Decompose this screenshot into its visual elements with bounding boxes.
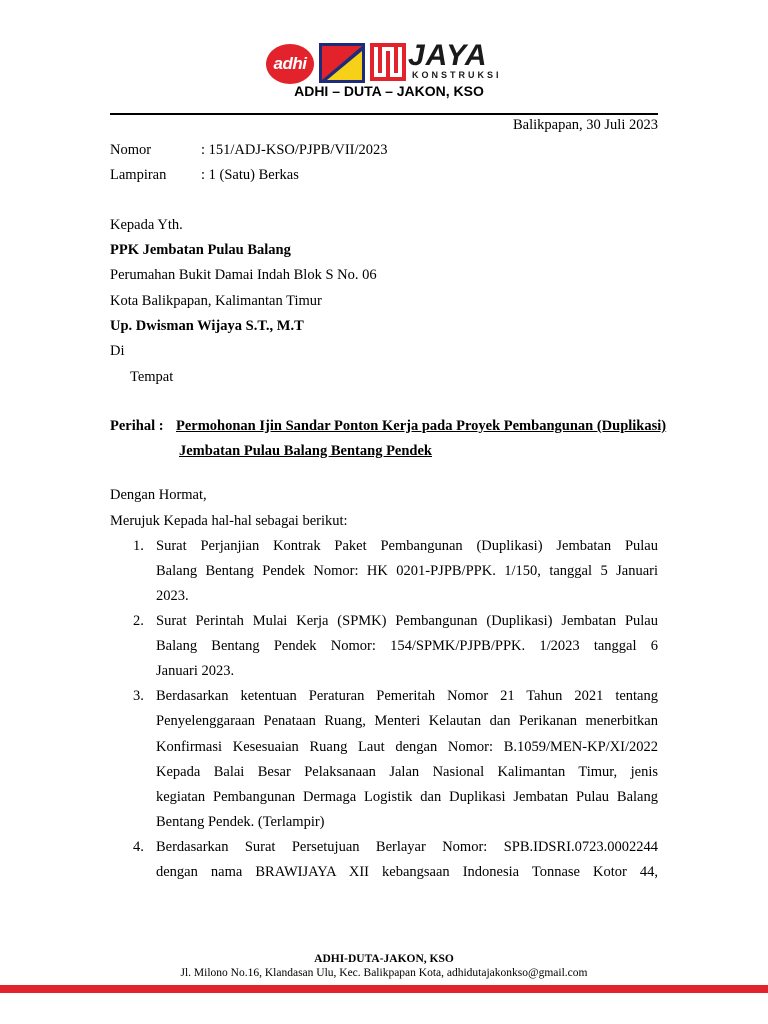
recipient-di: Di xyxy=(110,343,125,359)
recipient-attention: Up. Dwisman Wijaya S.T., M.T xyxy=(110,318,304,334)
nomor-value: : 151/ADJ-KSO/PJPB/VII/2023 xyxy=(201,142,388,158)
header-divider xyxy=(110,113,658,115)
footer-company-name: ADHI-DUTA-JAKON, KSO xyxy=(314,953,454,965)
list-item-line: kegiatan Pembangunan Dermaga Logistik dan Duplikasi Jembatan Pulau Balang xyxy=(156,789,658,805)
jaya-logo-text: JAYA xyxy=(408,39,488,72)
lampiran-label: Lampiran xyxy=(110,167,167,183)
list-item-line: Januari 2023. xyxy=(156,663,235,679)
list-item-number: 2. xyxy=(133,613,144,629)
footer-address: Jl. Milono No.16, Klandasan Ulu, Kec. Balikpapan Kota, adhidutajakonkso@gmail.com xyxy=(180,967,588,979)
list-item-number: 1. xyxy=(133,538,144,554)
jaya-logo-subtext: KONSTRUKSI xyxy=(412,70,502,80)
list-item-line: Bentang Pendek. (Terlampir) xyxy=(156,814,325,830)
list-item-line: dengan nama BRAWIJAYA XII kebangsaan Indonesia Tonnase Kotor 44, xyxy=(156,864,658,880)
recipient-address-1: Perumahan Bukit Damai Indah Blok S No. 06 xyxy=(110,267,377,283)
list-item-line: Kepada Balai Besar Pelaksanaan Jalan Nasional Kalimantan Timur, jenis xyxy=(156,764,658,780)
adhi-logo-text: adhi xyxy=(273,54,307,73)
footer-red-bar xyxy=(0,985,768,993)
nomor-label: Nomor xyxy=(110,142,152,158)
list-item-line: Surat Perintah Mulai Kerja (SPMK) Pembangunan (Duplikasi) Jembatan Pulau xyxy=(156,613,658,629)
salutation: Dengan Hormat, xyxy=(110,487,207,503)
place-date: Balikpapan, 30 Juli 2023 xyxy=(513,117,658,133)
list-item-line: Berdasarkan Surat Persetujuan Berlayar Nomor: SPB.IDSRI.0723.0002244 xyxy=(156,839,658,855)
intro-text: Merujuk Kepada hal-hal sebagai berikut: xyxy=(110,513,348,529)
list-item-line: Balang Bentang Pendek Nomor: HK 0201-PJPB/PPK. 1/150, tanggal 5 Januari xyxy=(156,563,658,579)
duta-logo xyxy=(319,43,365,83)
recipient-address-2: Kota Balikpapan, Kalimantan Timur xyxy=(110,293,322,309)
list-item-number: 3. xyxy=(133,688,144,704)
list-item-line: Surat Perjanjian Kontrak Paket Pembangunan (Duplikasi) Jembatan Pulau xyxy=(156,538,658,554)
recipient-greeting: Kepada Yth. xyxy=(110,217,183,233)
list-item-line: 2023. xyxy=(156,588,189,604)
subject-line-2: Jembatan Pulau Balang Bentang Pendek xyxy=(179,443,432,459)
list-item-line: Penyelenggaraan Penataan Ruang, Menteri Kelautan dan Perikanan menerbitkan xyxy=(156,713,658,729)
subject-label: Perihal : xyxy=(110,418,164,434)
recipient-tempat: Tempat xyxy=(130,369,174,385)
subject-line-1: Permohonan Ijin Sandar Ponton Kerja pada Proyek Pembangunan (Duplikasi) xyxy=(176,418,667,434)
recipient-name: PPK Jembatan Pulau Balang xyxy=(110,242,291,258)
list-item-line: Berdasarkan ketentuan Peraturan Pemeritah Nomor 21 Tahun 2021 tentang xyxy=(156,688,658,704)
adhi-logo xyxy=(266,44,314,84)
list-item-number: 4. xyxy=(133,839,144,855)
company-name: ADHI – DUTA – JAKON, KSO xyxy=(294,83,484,99)
list-item-line: Konfirmasi Kesesuaian Ruang Laut dengan Nomor: B.1059/MEN-KP/XI/2022 xyxy=(156,739,658,755)
list-item-line: Balang Bentang Pendek Nomor: 154/SPMK/PJPB/PPK. 1/2023 tanggal 6 xyxy=(156,638,658,654)
lampiran-value: : 1 (Satu) Berkas xyxy=(201,167,299,183)
jaya-icon xyxy=(370,43,406,81)
